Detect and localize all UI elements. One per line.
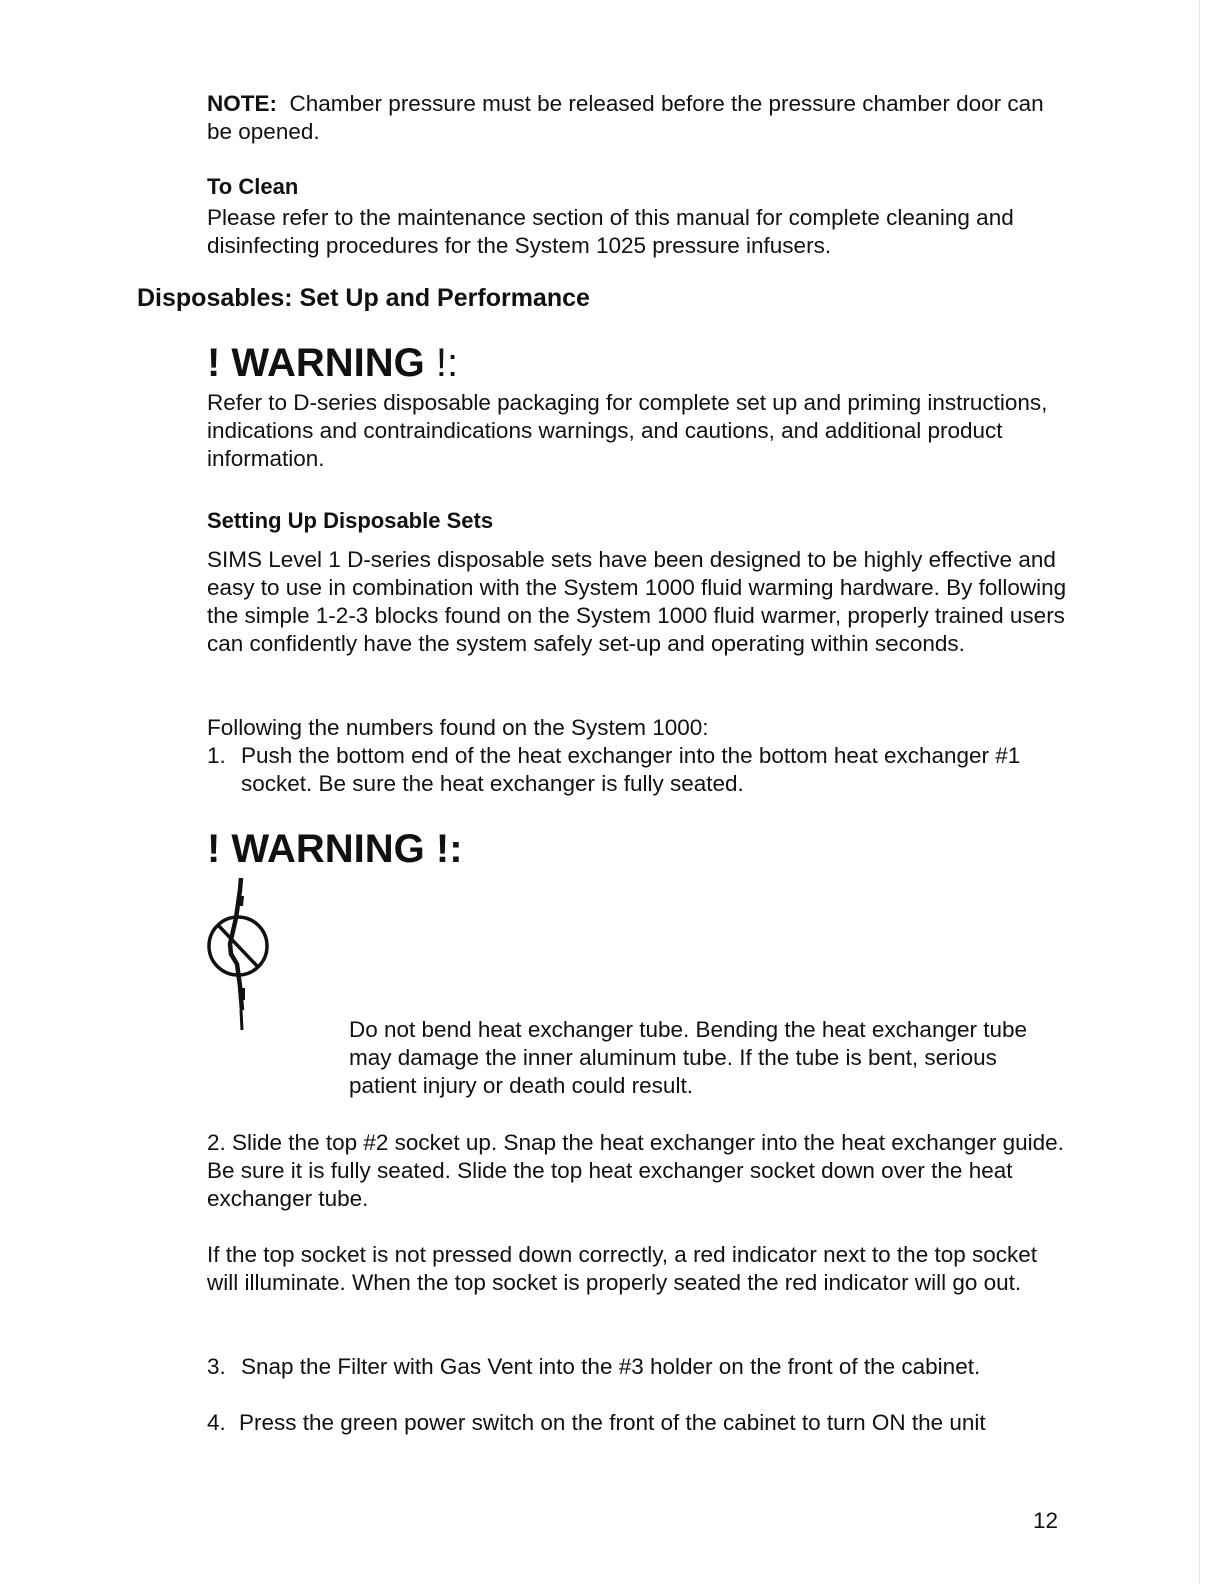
warning-2-text: Do not bend heat exchanger tube. Bending the heat exchanger tube may damage the inner aluminum tube. If the tube is bent, serious patient injury or death could result.: [349, 1017, 1028, 1098]
step-4-number: 4.: [207, 1410, 226, 1435]
setup-intro: Following the numbers found on the System 1000:: [207, 715, 709, 740]
step-2-text: 2. Slide the top #2 socket up. Snap the heat exchanger into the heat exchanger guide. Be sure it is fully seated. Slide the top heat exchanger socket down over the heat exchanger tube.: [207, 1130, 1064, 1211]
warning-1-title-bold: ! WARNING: [207, 341, 425, 385]
step-3-text: Snap the Filter with Gas Vent into the #3 holder on the front of the cabinet.: [241, 1354, 981, 1379]
note-label: NOTE:: [207, 91, 277, 116]
step-1: [207, 742, 1067, 798]
to-clean-heading: To Clean: [207, 174, 299, 199]
warning-2-heading: ! WARNING !:: [207, 827, 463, 871]
step-3: [207, 1353, 1067, 1381]
step-1-text: Push the bottom end of the heat exchanger into the bottom heat exchanger #1 socket. Be sure the heat exchanger is fully seated.: [241, 743, 1021, 796]
page-edge-line: [1199, 0, 1200, 1584]
warning-1-text: Refer to D-series disposable packaging for complete set up and priming instructions, indications and contraindications warnings, and cautions, and additional product information.: [207, 390, 1048, 471]
setup-heading: Setting Up Disposable Sets: [207, 508, 494, 533]
note-paragraph: [207, 90, 1067, 146]
warning-1-title-rest: !:: [424, 341, 459, 385]
note-text: Chamber pressure must be released before the pressure chamber door can be opened.: [207, 91, 1044, 144]
indicator-note: If the top socket is not pressed down correctly, a red indicator next to the top socket will illuminate. When the top socket is properly seated the red indicator will go out.: [207, 1242, 1038, 1295]
step-4: [207, 1409, 1067, 1437]
to-clean-text: Please refer to the maintenance section of this manual for complete cleaning and disinfecting procedures for the System 1025 pressure infusers.: [207, 205, 1014, 258]
setup-paragraph: SIMS Level 1 D-series disposable sets have been designed to be highly effective and easy to use in combination with the System 1000 fluid warming hardware. By following the simple 1-2-3 blocks found on the System 1000 fluid warmer, properly trained users can confidently have the system safely set-up and operating within seconds.: [207, 547, 1067, 656]
page-number: 12: [1033, 1508, 1059, 1533]
step-1-number: 1.: [207, 743, 226, 768]
step-3-number: 3.: [207, 1354, 226, 1379]
warning-1-heading: [207, 340, 458, 386]
step-4-text: Press the green power switch on the front of the cabinet to turn ON the unit: [239, 1410, 986, 1435]
do-not-bend-tube-icon: [200, 870, 280, 1030]
section-title: Disposables: Set Up and Performance: [137, 284, 590, 312]
